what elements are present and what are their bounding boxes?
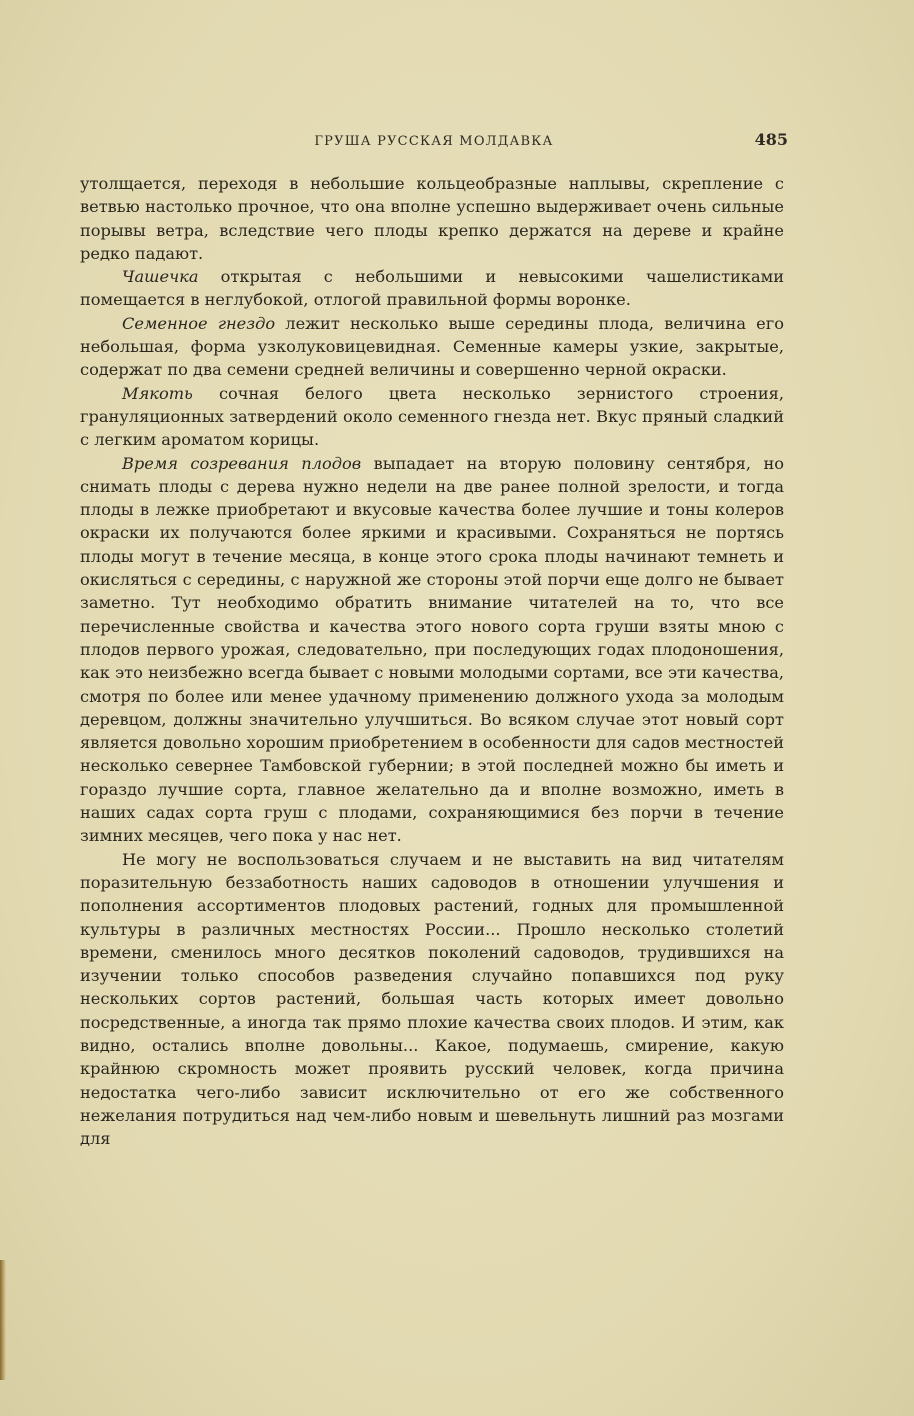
page-header xyxy=(80,130,788,154)
body-text xyxy=(80,172,784,1150)
term-ripening: Время созревания плодов xyxy=(122,453,362,473)
paragraph-continuation xyxy=(80,172,784,265)
paragraph-text: сочная белого цвета несколько зернистого строения, грануляционных затвердений около семенного гнезда нет. Вкус пряный сладкий с легким ароматом корицы. xyxy=(80,383,784,450)
paragraph-text: выпадает на вторую половину сентября, но снимать плоды с дерева нужно недели на две ранее полной зрелости, и тогда плоды в лежке приобретают и вкусовые качества более лучшие и тоны колеров окраски их получаются более яркими и красивыми. Сохраняться не портясь плоды могут в течение месяца, в конце этого срока плоды начинают темнеть и окисляться с середины, с наружной же стороны этой порчи еще долго не бывает заметно. Тут необходимо обратить внимание читателей на то, что все перечисленные свойства и качества этого нового сорта груши взяты мною с плодов первого урожая, следовательно, при последующих годах плодоношения, как это неизбежно всегда бывает с новыми молодыми сортами, все эти качества, смотря по более или менее удачному применению должного ухода за молодым деревцом, должны значительно улучшиться. Во всяком случае этот новый сорт является довольно хорошим приобретением в особенности для садов местностей несколько севернее Тамбовской губернии; в этой последней можно бы иметь и гораздо лучшие сорта, главное желательно да и вполне возможно, иметь в наших садах сорта груш с плодами, сохраняющимися без порчи в течение зимних месяцев, чего пока у нас нет. xyxy=(80,453,784,846)
paragraph-commentary xyxy=(80,848,784,1151)
term-calyx: Чашечка xyxy=(122,267,199,287)
page-edge-shadow xyxy=(0,1260,6,1380)
paragraph-text: лежит несколько выше середины плода, величина его небольшая, форма узколуковицевидная. Семенные камеры узкие, закрытые, содержат по два семени средней величины и совершенно черной окраски. xyxy=(80,313,784,380)
page-number: 485 xyxy=(754,130,788,149)
paragraph-seed-chamber xyxy=(80,312,784,382)
paragraph-calyx xyxy=(80,265,784,312)
term-seed-chamber: Семенное гнездо xyxy=(122,313,276,333)
paragraph-text: Не могу не воспользоваться случаем и не выставить на вид читателям поразительную беззаботность наших садоводов в отношении улучшения и пополнения ассортиментов плодовых растений, годных для промышленной культуры в различных местностях России... Прошло несколько столетий времени, сменилось много десятков поколений садоводов, трудившихся на изучении только способов разведения случайно попавшихся под руку нескольких сортов растений, большая часть которых имеет довольно посредственные, а иногда так прямо плохие качества своих плодов. И этим, как видно, остались вполне довольны... Какое, подумаешь, смирение, какую крайнюю скромность может проявить русский человек, когда причина недостатка чего-либо зависит исключительно от его же собственного нежелания потрудиться над чем-либо новым и шевельнуть лишний раз мозгами для xyxy=(80,849,784,1149)
term-flesh: Мякоть xyxy=(122,383,193,403)
paragraph-text: открытая с небольшими и невысокими чашелистиками помещается в неглубокой, отлогой правильной формы воронке. xyxy=(80,267,784,310)
paragraph-text: утолщается, переходя в небольшие кольцеобразные наплывы, скрепление с ветвью настолько прочное, что она вполне успешно выдерживает очень сильные порывы ветра, вследствие чего плоды крепко держатся на дереве и крайне редко падают. xyxy=(80,174,784,263)
running-title: ГРУША РУССКАЯ МОЛДАВКА xyxy=(314,134,554,149)
paragraph-ripening xyxy=(80,452,784,848)
paragraph-flesh xyxy=(80,382,784,452)
